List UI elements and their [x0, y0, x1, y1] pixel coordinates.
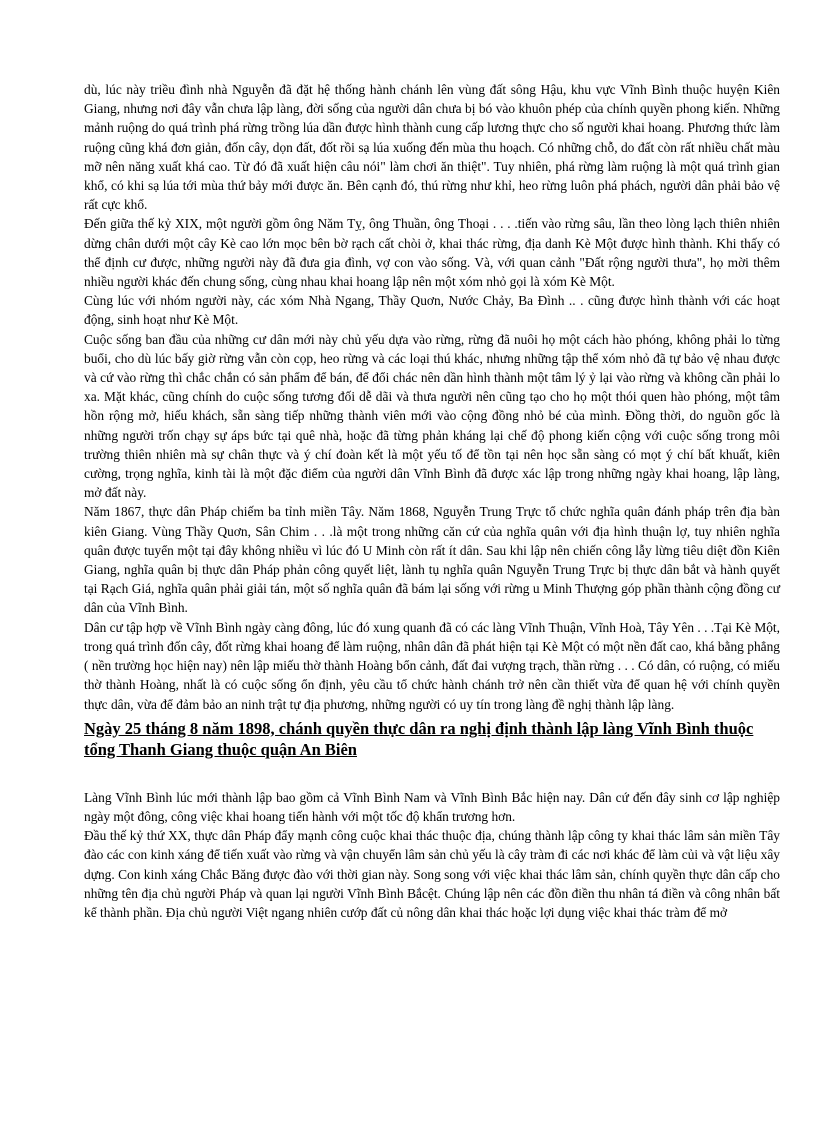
paragraph-ke-mot-founding: Đến giữa thế kỷ XIX, một người gồm ông Năm Tỵ, ông Thuần, ông Thoại . . . .tiến vào rừng sâu, lần theo lòng lạch thiên nhiên dừng chân dưới một cây Kè cao lớn mọc bên bờ rạch cất chòi ở, khai thác rừng, địa danh Kè Một được hình thành. Khi thấy có thể định cư được, những người này đã đưa gia đình, vợ con vào sống. Và, với quan cảnh "Đất rộng người thưa", họ mời thêm nhiều người khác đến chung sống, cùng nhau khai hoang lập nên một xóm nhỏ gọi là xóm Kè Một. — [84, 216, 780, 290]
paragraph-20th-century-exploitation: Đầu thế kỷ thứ XX, thực dân Pháp đẩy mạnh công cuộc khai thác thuộc địa, chúng thành lập công ty khai thác lâm sản miền Tây đào các con kinh xáng để tiến xuất vào rừng và vận chuyển lâm sản chủ yếu là cây tràm đi các nơi khác để làm củi và vật liệu xây dựng. Con kinh xáng Chắc Băng được đào với thời gian này. Song song với việc khai thác lâm sản, chính quyền thực dân cấp cho những tên địa chủ người Pháp và quan lại người Vĩnh Bình Bắcệt. Chúng lập nên các đồn điền thu nhân tá điền và công nhân bất kể thành phần. Địa chủ người Việt ngang nhiên cướp đất củ nông dân khai thác hoặc lợi dụng việc khai thác tràm để mở — [84, 828, 780, 920]
paragraph-1867-resistance: Năm 1867, thực dân Pháp chiếm ba tỉnh miền Tây. Năm 1868, Nguyễn Trung Trực tổ chức nghĩa quân đánh pháp trên địa bàn kiên Giang. Vùng Thầy Quơn, Sân Chim . . .là một trong những căn cứ của nghĩa quân với địa hình thuận lợ, tuy nhiên nghĩa quân được tuyển một tại đây không nhiều vì lúc đó U Minh còn rất ít dân. Sau khi lập nên chiến công lẫy lừng tiêu diệt đồn Kiên Giang, nghĩa quân bị thực dân Pháp phản công quyết liệt, lành tụ nghĩa quân Nguyễn Trung Trực bị thực dân bắt và hành quyết tại Rạch Giá, nghĩa quân phải giải tán, một số nghĩa quân đã bám lại sống với rừng u Minh Thượng góp phần thành cộng đồng cư dân của Vĩnh Bình. — [84, 504, 780, 616]
section-heading-1898-decree: Ngày 25 tháng 8 năm 1898, chánh quyền thực dân ra nghị định thành lập làng Vĩnh Bình thuộc tổng Thanh Giang thuộc quận An Biên — [84, 718, 754, 759]
paragraph-early-life: Cuộc sống ban đầu của những cư dân mới này chủ yếu dựa vào rừng, rừng đã nuôi họ một cách hào phóng, không phải lo từng buổi, cho dù lúc bấy giờ rừng vẫn còn cọp, heo rừng và các loại thú khác, nhưng những tập thể xóm nhỏ đã tự bảo vệ nhau được và cứ vào rừng thì chắc chắn có sản phẩm để bán, để đổi chác nên dần hình thành một tâm lý ỷ lại vào rừng và không cần phải lo xa. Mặt khác, cũng chính do cuộc sống tương đối dễ dãi và thưa người nên cũng tạo cho họ một thói quen hào phóng, một tâm hồn rộng mở, hiếu khách, sẵn sàng tiếp những thành viên mới vào cộng đồng nhỏ bé của mình. Đồng thời, do nguồn gốc là những người trốn chạy sự áps bức tại quê nhà, hoặc đã từng phản kháng lại chế độ phong kiến cộng với cuộc sống trong môi trường thiên nhiên mà sự chân thực và ý chí đoàn kết là một yếu tố để tồn tại nên học sẵn sàng có mọt ý chí bất khuất, kiên cường, trọng nghĩa, kinh tài là một đặc điểm của người dân Vĩnh Bình đã được xác lập trong những ngày khai hoang, lập làng, mở đất này. — [84, 331, 780, 501]
paragraph-other-hamlets: Cùng lúc với nhóm người này, các xóm Nhà Ngang, Thầy Quơn, Nước Chảy, Ba Đình .. . cũng được hình thành với các hoạt động, sinh hoạt như Kè Một. — [84, 293, 780, 328]
document-page — [84, 80, 780, 922]
paragraph-settlement-intro: dù, lúc này triều đình nhà Nguyễn đã đặt hệ thống hành chánh lên vùng đất sông Hậu, khu vực Vĩnh Bình thuộc huyện Kiên Giang, nhưng nơi đây vẫn chưa lập làng, đời sống của người dân chưa bị bó vào khuôn phép của chính quyền phong kiến. Những mảnh ruộng do quá trình phá rừng trồng lúa dần được hình thành cung cấp lương thực cho số người khai hoang. Phương thức làm ruộng cũng khá đơn giản, đốn cây, dọn đất, đốt rồi sạ lúa xuống đến mùa thu hoạch. Có những chỗ, do đất còn rất nhiều chất màu mỡ nên năng xuất khá cao. Từ đó đã xuất hiện câu nói" làm chơi ăn thiệt". Tuy nhiên, phá rừng làm ruộng là một quá trình gian khổ, có khi sạ lúa tới mùa thứ bảy mới được ăn. Bên cạnh đó, thú rừng như khỉ, heo rừng luôn phá phách, người dân phải bảo vệ rất cực khổ. — [84, 82, 780, 213]
paragraph-village-formation: Dân cư tập hợp về Vĩnh Bình ngày càng đông, lúc đó xung quanh đã có các làng Vĩnh Thuận, Vĩnh Hoà, Tây Yên . . .Tại Kè Một, trong quá trình đốn cây, đốt rừng khai hoang để làm ruộng, nhân dân đã phát hiện tại Kè Một có một nền đất cao, khá bằng phẳng ( nền trường học hiện nay) nên lập miếu thờ thành Hoàng bổn cảnh, đất đai vượng trạch, thần rừng . . . Có dân, có ruộng, có miếu thờ thành Hoàng, nhất là có cuộc sống ổn định, yêu cầu tổ chức hành chánh trở nên cần thiết vừa để quan hệ với chính quyền thực dân, vừa để đảm bảo an ninh trật tự địa phương, những người có uy tín trong làng đề nghị thành lập làng. — [84, 619, 780, 712]
paragraph-vinh-binh-village: Làng Vĩnh Bình lúc mới thành lập bao gồm cả Vĩnh Bình Nam và Vĩnh Bình Bắc hiện nay. Dân cứ đến đây sinh cơ lập nghiệp ngày một đông, công việc khai hoang tiến hành với một tốc độ khẩn trương hơn. — [84, 789, 780, 824]
